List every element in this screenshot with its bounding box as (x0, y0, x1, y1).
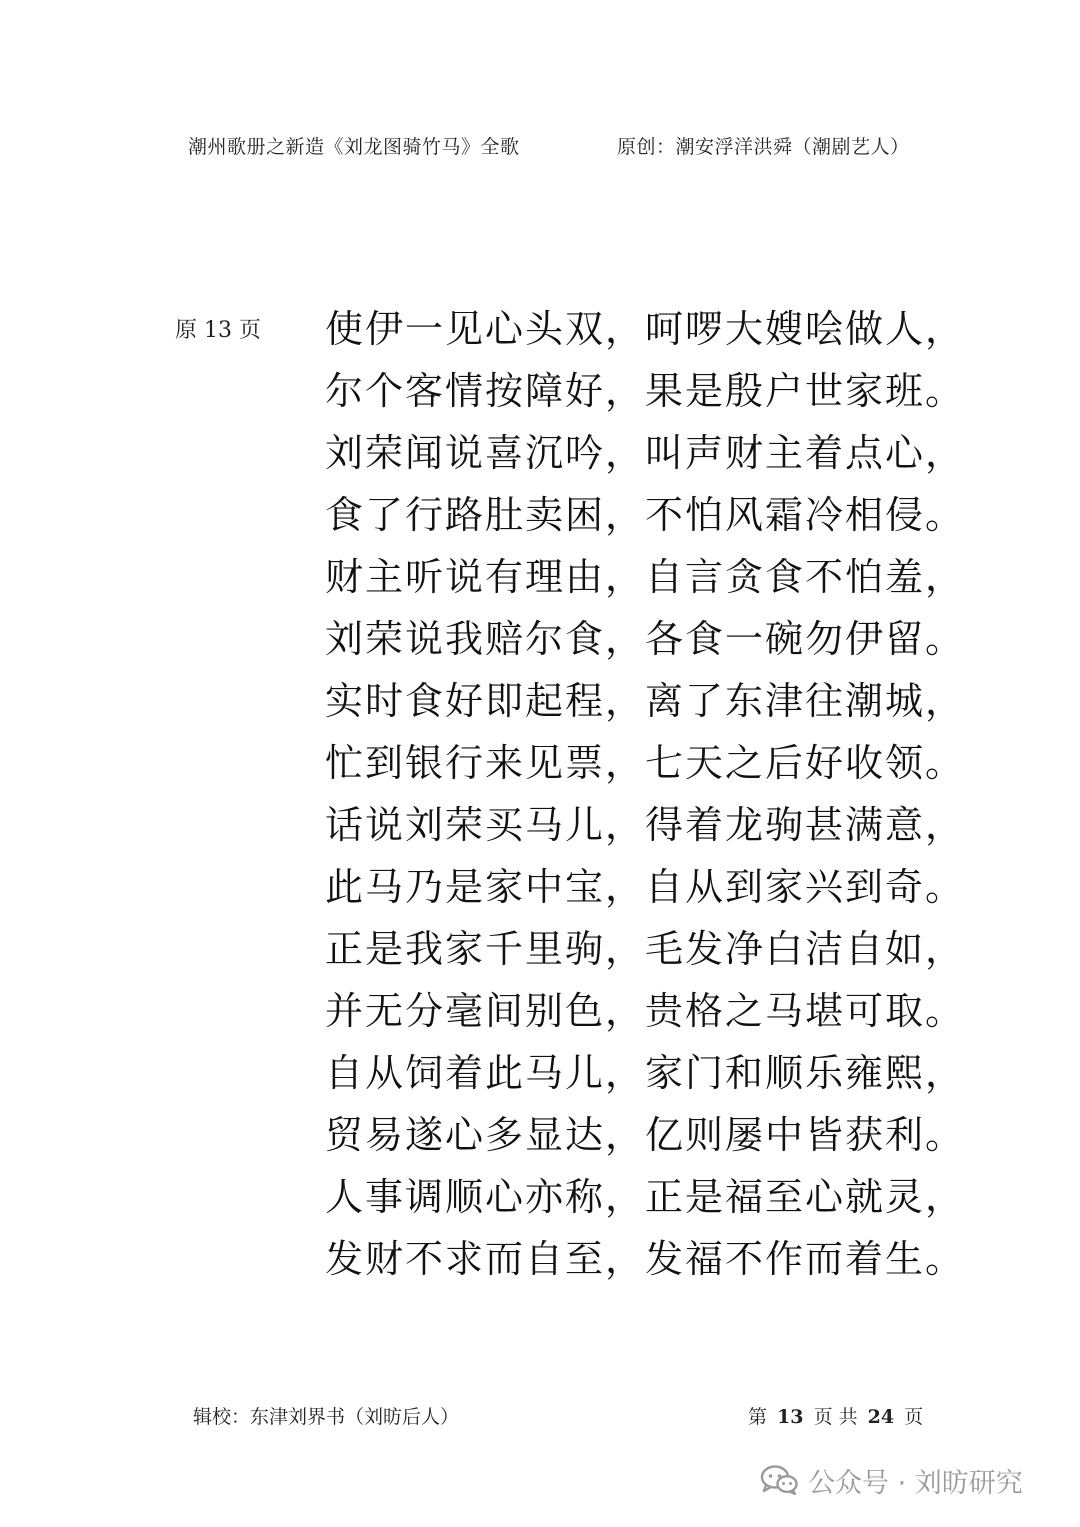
page-suffix: 页 (904, 1406, 924, 1428)
verse-line: 使伊一见心头双，呵啰大嫂哙做人， (325, 307, 966, 351)
wechat-watermark (760, 1460, 1023, 1500)
page-total: 24 (867, 1406, 895, 1428)
watermark-text: 公众号 · 刘昉研究 (808, 1467, 1023, 1499)
page-middle: 页 共 (813, 1406, 858, 1428)
verse-line: 此马乃是家中宝，自从到家兴到奇。 (325, 865, 966, 909)
wechat-icon (760, 1464, 798, 1496)
page-prefix: 第 (748, 1406, 768, 1428)
verse-line: 正是我家千里驹，毛发净白洁自如， (325, 927, 966, 971)
header-author: 原创：潮安浮洋洪舜（潮剧艺人） (617, 136, 910, 158)
page-number (748, 1402, 923, 1429)
verse-line: 尔个客情按障好，果是殷户世家班。 (325, 369, 966, 413)
original-page-marker: 原 13 页 (175, 318, 261, 343)
verse-line: 贸易遂心多显达，亿则屡中皆获利。 (325, 1113, 966, 1157)
verse-block (325, 298, 966, 1290)
verse-line: 刘荣闻说喜沉吟，叫声财主着点心， (325, 431, 966, 475)
verse-line: 财主听说有理由，自言贪食不怕羞， (325, 555, 966, 599)
verse-line: 忙到银行来见票，七天之后好收领。 (325, 741, 966, 785)
footer-editor: 辑校：东津刘界书（刘昉后人） (193, 1406, 460, 1428)
header-title: 潮州歌册之新造《刘龙图骑竹马》全歌 (188, 136, 520, 158)
verse-line: 刘荣说我赔尔食，各食一碗勿伊留。 (325, 617, 966, 661)
verse-line: 实时食好即起程，离了东津往潮城， (325, 679, 966, 723)
verse-line: 人事调顺心亦称，正是福至心就灵， (325, 1175, 966, 1219)
page-current: 13 (777, 1406, 804, 1428)
verse-line: 食了行路肚卖困，不怕风霜冷相侵。 (325, 493, 966, 537)
verse-line: 并无分毫间别色，贵格之马堪可取。 (325, 989, 966, 1033)
verse-line: 发财不求而自至，发福不作而着生。 (325, 1237, 966, 1281)
verse-line: 自从饲着此马儿，家门和顺乐雍熙， (325, 1051, 966, 1095)
verse-line: 话说刘荣买马儿，得着龙驹甚满意， (325, 803, 966, 847)
